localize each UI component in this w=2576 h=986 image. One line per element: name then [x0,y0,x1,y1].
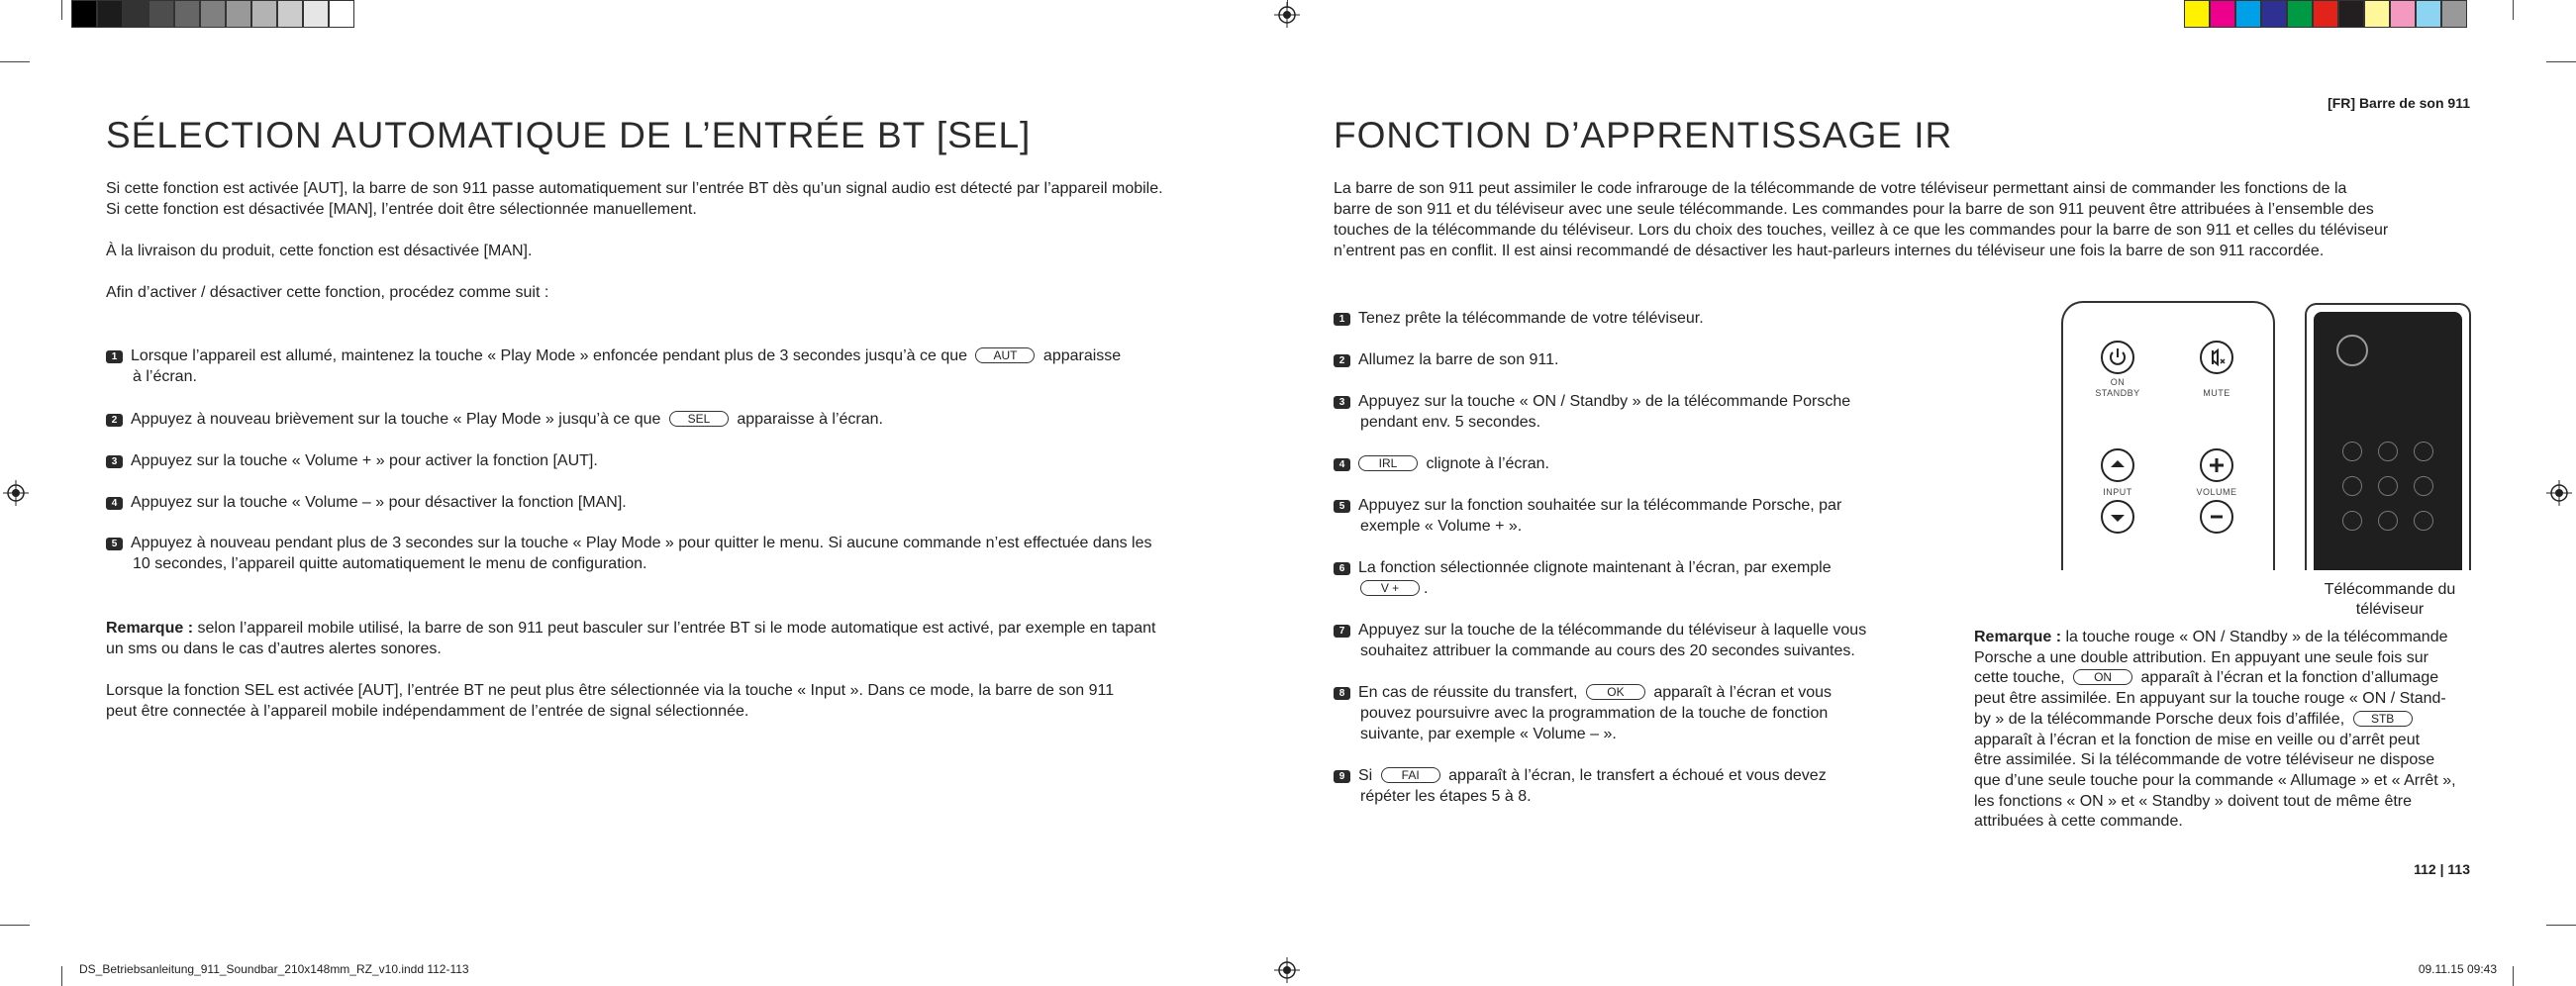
step-text: En cas de réussite du transfert, [1358,684,1578,701]
step-text-b: apparaît à l’écran et vous [1653,684,1833,701]
remark-text: selon l’appareil mobile utilisé, la barre de son 911 peut basculer sur l’entrée BT si le mode automatique est activé, par exemple en tapant [197,620,1156,637]
color-swatch [2235,0,2261,28]
left-step-1 [106,345,1254,387]
right-intro [1334,178,2482,261]
step-text: Appuyez à nouveau brièvement sur la touche « Play Mode » jusqu’à ce que [131,411,661,428]
step-text: La fonction sélectionnée clignote maintenant à l’écran, par exemple [1358,559,1832,576]
intro-line-2: Si cette fonction est désactivée [MAN], l’entrée doit être sélectionnée manuellement. [106,201,697,218]
remark-text: cette touche, [1974,669,2065,687]
remark-label: Remarque : [1974,629,2062,645]
volume-minus-icon [2200,500,2233,534]
step-number: 2 [106,414,123,427]
color-swatch [2261,0,2287,28]
running-header: [FR] Barre de son 911 [2328,95,2470,111]
right-step-8 [1334,682,1888,744]
remark-label: Remarque : [106,620,194,637]
step-text: Tenez prête la télécommande de votre téléviseur. [1358,310,1704,327]
remote-caption [2297,580,2483,620]
note-text-cont: peut être connectée à l’appareil mobile indépendamment de l’entrée de signal sélectionnée. [106,703,749,720]
process-color-bar [2184,0,2467,28]
right-step-1 [1334,308,1888,329]
power-icon [2101,341,2134,374]
remark-text-cont: un sms ou dans le cas d’autres alertes sonores. [106,641,442,657]
color-swatch [123,0,149,28]
step-text: Appuyez sur la fonction souhaitée sur la télécommande Porsche, par [1358,497,1842,514]
color-swatch [2364,0,2390,28]
volume-label: VOLUME [2196,487,2237,497]
tv-keypad-button [2342,511,2362,531]
step-text-cont: exemple « Volume + ». [1360,518,1523,535]
standby-label: STANDBY [2095,388,2140,398]
input-label: INPUT [2103,487,2132,497]
page-numbers: 112 | 113 [2414,861,2470,877]
right-step-3 [1334,391,1888,433]
step-number: 3 [106,455,123,468]
intro-line: La barre de son 911 peut assimiler le code infrarouge de la télécommande de votre téléviseur permettant ainsi de commander les fonctions de la [1334,180,2347,197]
display-on-pill: ON [2073,669,2132,685]
intro-line-1: Si cette fonction est activée [AUT], la barre de son 911 passe automatiquement sur l’entrée BT dès qu’un signal audio est détecté par l’appareil mobile. [106,180,1163,197]
step-text: Appuyez sur la touche « Volume + » pour activer la fonction [AUT]. [131,452,598,469]
color-swatch [277,0,303,28]
step-text: Appuyez sur la touche « ON / Standby » de la télécommande Porsche [1358,393,1851,410]
step-number: 5 [1334,500,1350,513]
color-swatch [149,0,174,28]
step-number: 6 [1334,562,1350,575]
left-step-5 [106,533,1254,574]
color-swatch [2441,0,2467,28]
intro-line: barre de son 911 et du téléviseur avec une seule télécommande. Les commandes pour la barre de son 911 peuvent être attribuées à l’ensemble des [1334,201,2374,218]
remark-text: attribuées à cette commande. [1974,813,2183,831]
tv-keypad-button [2414,442,2433,461]
right-remark [1974,628,2489,833]
step-text-b: apparaisse [1042,347,1122,364]
step-text-cont: 10 secondes, l’appareil quitte automatiquement le menu de configuration. [133,555,647,572]
right-step-5 [1334,495,1888,537]
input-up-icon [2101,448,2134,482]
color-swatch [251,0,277,28]
step-text: Appuyez sur la touche de la télécommande du téléviseur à laquelle vous [1358,622,1867,639]
step-text-cont: pouvez poursuivre avec la programmation de la touche de fonction [1360,705,1829,722]
left-step-4 [106,492,1254,513]
remark-text: être assimilée. Si la télécommande de votre téléviseur ne dispose [1974,751,2435,769]
remark-text: apparaît à l’écran et la fonction de mise en veille ou d’arrêt peut [1974,731,2421,748]
intro-line: touches de la télécommande du téléviseur. Lors du choix des touches, veillez à ce que les commandes pour la barre de son 911 et celles du téléviseur [1334,222,2389,239]
tv-keypad-button [2342,442,2362,461]
left-step-3 [106,450,1254,471]
mute-label: MUTE [2203,388,2230,398]
tv-keypad-button [2414,476,2433,496]
registration-mark-left [3,480,29,506]
color-swatch [303,0,329,28]
step-number: 9 [1334,770,1350,783]
remark-text: Porsche a une double attribution. En appuyant une seule fois sur [1974,648,2428,666]
remark-text: la touche rouge « ON / Standby » de la télécommande [2065,629,2448,645]
color-swatch [2184,0,2210,28]
intro-line-3: À la livraison du produit, cette fonction est désactivée [MAN]. [106,243,533,259]
step-text-cont: à l’écran. [133,368,197,385]
caption-line: téléviseur [2355,601,2425,618]
step-text-cont: souhaitez attribuer la commande au cours des 20 secondes suivantes. [1360,642,1855,659]
display-sel-pill: SEL [669,411,729,427]
footer-datetime: 09.11.15 09:43 [2418,962,2497,976]
display-vplus-pill: V + [1360,580,1420,596]
step-text-b: clignote à l’écran. [1426,455,1549,472]
tv-keypad-button [2378,442,2398,461]
step-number: 4 [1334,458,1350,471]
tv-power-button-icon [2336,335,2368,366]
step-text-cont: pendant env. 5 secondes. [1360,414,1541,431]
display-fai-pill: FAI [1381,767,1440,783]
color-swatch [174,0,200,28]
display-ok-pill: OK [1586,684,1645,700]
color-swatch [2210,0,2235,28]
intro-line-4: Afin d’activer / désactiver cette fonction, procédez comme suit : [106,284,549,301]
mute-icon [2200,341,2233,374]
right-step-7 [1334,620,1888,661]
step-number: 8 [1334,687,1350,700]
right-page-title: FONCTION D’APPRENTISSAGE IR [1334,115,1953,155]
remark-text: by » de la télécommande Porsche deux fois d’affilée, [1974,710,2345,728]
display-irl-pill: IRL [1358,455,1418,471]
step-text: Si [1358,767,1373,784]
left-intro [106,178,1254,303]
color-swatch [2313,0,2338,28]
right-step-4 [1334,453,1888,474]
color-swatch [2287,0,2313,28]
right-step-2 [1334,349,1888,370]
tv-keypad-button [2378,476,2398,496]
left-page-title: SÉLECTION AUTOMATIQUE DE L’ENTRÉE BT [SEL] [106,115,1032,155]
registration-mark-right [2546,480,2572,506]
step-number: 2 [1334,354,1350,367]
remark-text: apparaît à l’écran et la fonction d’allumage [2140,669,2439,687]
color-swatch [200,0,226,28]
note-text: Lorsque la fonction SEL est activée [AUT], l’entrée BT ne peut plus être sélectionnée via la touche « Input ». Dans ce mode, la barre de son 911 [106,682,1115,699]
display-aut-pill: AUT [975,347,1035,363]
input-down-icon [2101,500,2134,534]
on-label: ON [2110,377,2126,387]
footer-filename: DS_Betriebsanleitung_911_Soundbar_210x148mm_RZ_v10.indd 112-113 [79,962,469,976]
step-text-b: apparaît à l’écran, le transfert a échoué et vous devez [1448,767,1827,784]
remark-text: que d’une seule touche pour la commande « Allumage » et « Arrêt », [1974,771,2456,789]
step-text-cont: suivante, par exemple « Volume – ». [1360,726,1617,742]
step-text-cont: répéter les étapes 5 à 8. [1360,788,1532,805]
color-swatch [226,0,251,28]
tv-keypad-button [2342,476,2362,496]
step-number: 3 [1334,396,1350,409]
tv-keypad-button [2414,511,2433,531]
step-number: 5 [106,538,123,550]
registration-mark-top [1274,2,1300,28]
step-text: Allumez la barre de son 911. [1358,351,1559,368]
volume-plus-icon [2200,448,2233,482]
porsche-remote-illustration [2061,301,2275,570]
left-step-2 [106,409,1254,430]
caption-line: Télécommande du [2324,581,2456,598]
color-swatch [329,0,354,28]
step-number: 1 [1334,313,1350,326]
step-number: 4 [106,497,123,510]
color-swatch [97,0,123,28]
color-swatch [71,0,97,28]
tv-remote-illustration [2305,303,2471,570]
color-swatch [2338,0,2364,28]
step-number: 7 [1334,625,1350,638]
left-remark [106,618,1254,722]
step-text: Appuyez à nouveau pendant plus de 3 secondes sur la touche « Play Mode » pour quitter le menu. Si aucune commande n’est effectuée dans les [131,535,1152,551]
right-step-6: 6 La fonction sélectionnée clignote maintenant à l’écran, par exemple V + . [1334,557,1888,599]
color-swatch [2416,0,2441,28]
tv-keypad-button [2378,511,2398,531]
color-swatch [2390,0,2416,28]
step-text: Lorsque l’appareil est allumé, maintenez la touche « Play Mode » enfoncée pendant plus de 3 secondes jusqu’à ce que [131,347,968,364]
right-step-9 [1334,765,1888,807]
step-number: 1 [106,350,123,363]
intro-line: n’entrent pas en conflit. Il est ainsi recommandé de désactiver les haut-parleurs internes du téléviseur une fois la barre de son 911 raccordée. [1334,243,2325,259]
remark-text: les fonctions « ON » et « Standby » doivent tout de même être [1974,792,2413,810]
remark-text: peut être assimilée. En appuyant sur la touche rouge « ON / Stand- [1974,690,2446,708]
step-text-b: apparaisse à l’écran. [737,411,883,428]
step-text: Appuyez sur la touche « Volume – » pour désactiver la fonction [MAN]. [131,494,627,511]
registration-mark-bottom [1274,957,1300,983]
display-stb-pill: STB [2353,711,2413,727]
grayscale-color-bar [71,0,354,28]
